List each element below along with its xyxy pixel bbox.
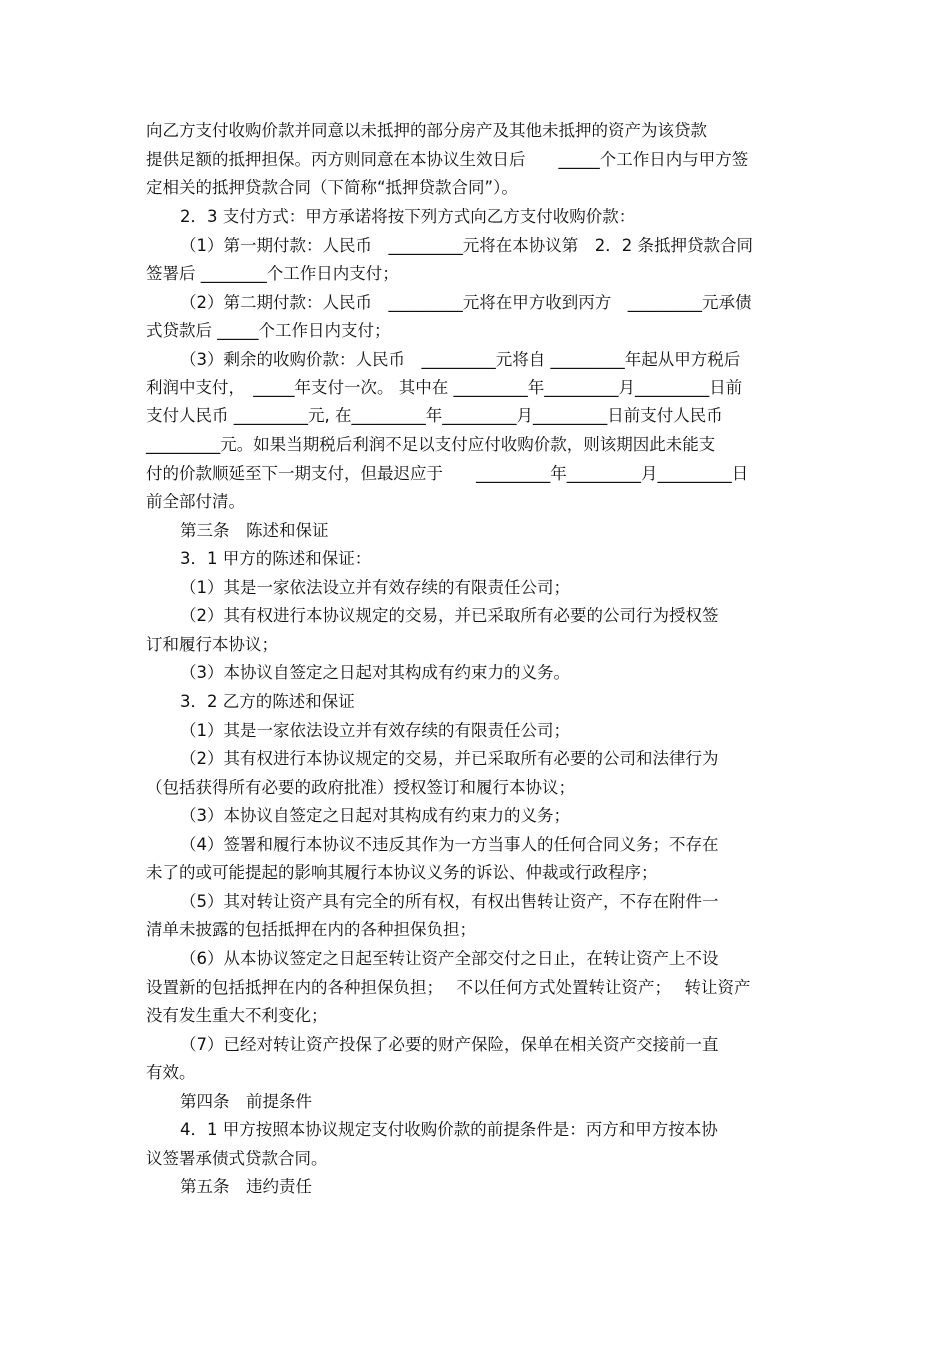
article-heading: 第五条 违约责任 [180,1177,312,1196]
text-line: 支付人民币 _________元, 在_________年_________月_________日前支付人民币 [146,406,723,425]
text-line: 清单未披露的包括抵押在内的各种担保负担； [146,920,476,939]
text-line: （1）其是一家依法设立并有效存续的有限责任公司； [180,578,570,597]
text-line: （3）剩余的收购价款：人民币 _________元将自 _________年起从甲方税后 [180,350,741,369]
text-line: 提供足额的抵押担保。丙方则同意在本协议生效日后 _____个工作日内与甲方签 [146,150,749,169]
section-heading: 3．2 乙方的陈述和保证 [180,692,355,711]
text-line: （2）第二期付款：人民币 _________元将在甲方收到丙方 _________元承债 [180,293,752,312]
text-line: 未了的或可能提起的影响其履行本协议义务的诉讼、仲裁或行政程序； [146,863,658,882]
text-line: _________元。如果当期税后利润不足以支付应付收购价款，则该期因此未能支 [146,435,716,454]
text-line: 付的价款顺延至下一期支付，但最迟应于 _________年_________月_________日 [146,464,749,483]
text-line: （1）其是一家依法设立并有效存续的有限责任公司； [180,721,570,740]
article-heading: 第四条 前提条件 [180,1092,312,1111]
text-line: （2）其有权进行本协议规定的交易，并已采取所有必要的公司和法律行为 [180,749,719,768]
text-line: 定相关的抵押贷款合同（下简称“抵押贷款合同”）。 [146,178,518,197]
text-line: （4）签署和履行本协议不违反其作为一方当事人的任何合同义务；不存在 [180,835,719,854]
text-line: （3）本协议自签定之日起对其构成有约束力的义务； [180,806,570,825]
text-line: （1）第一期付款：人民币 _________元将在本协议第 2．2 条抵押贷款合同 [180,236,753,255]
text-line: 订和履行本协议； [146,635,278,654]
text-line: 前全部付清。 [146,492,245,511]
text-line: 没有发生重大不利变化； [146,1006,328,1025]
text-line: 议签署承债式贷款合同。 [146,1149,328,1168]
section-heading: 2．3 支付方式：甲方承诺将按下列方式向乙方支付收购价款： [180,207,636,226]
text-line: 有效。 [146,1063,196,1082]
text-line: 设置新的包括抵押在内的各种担保负担； 不以任何方式处置转让资产； 转让资产 [146,978,751,997]
text-line: （5）其对转让资产具有完全的所有权，有权出售转让资产，不存在附件一 [180,892,719,911]
text-line: 式贷款后 _____个工作日内支付； [146,321,391,340]
text-line: （3）本协议自签定之日起对其构成有约束力的义务。 [180,663,570,682]
section-heading: 3．1 甲方的陈述和保证： [180,549,372,568]
text-line: （7）已经对转让资产投保了必要的财产保险，保单在相关资产交接前一直 [180,1035,719,1054]
text-line: 利润中支付， _____年支付一次。 其中在 _________年_________月_________日前 [146,378,743,397]
text-line: （包括获得所有必要的政府批准）授权签订和履行本协议； [146,778,575,797]
text-line: （2）其有权进行本协议规定的交易，并已采取所有必要的公司行为授权签 [180,606,719,625]
article-heading: 第三条 陈述和保证 [180,521,329,540]
text-line: （6）从本协议签定之日起至转让资产全部交付之日止，在转让资产上不设 [180,949,719,968]
text-line: 签署后 ________个工作日内支付； [146,264,399,283]
section-heading: 4．1 甲方按照本协议规定支付收购价款的前提条件是：丙方和甲方按本协 [180,1120,718,1139]
text-line: 向乙方支付收购价款并同意以未抵押的部分房产及其他未抵押的资产为该贷款 [146,121,707,140]
